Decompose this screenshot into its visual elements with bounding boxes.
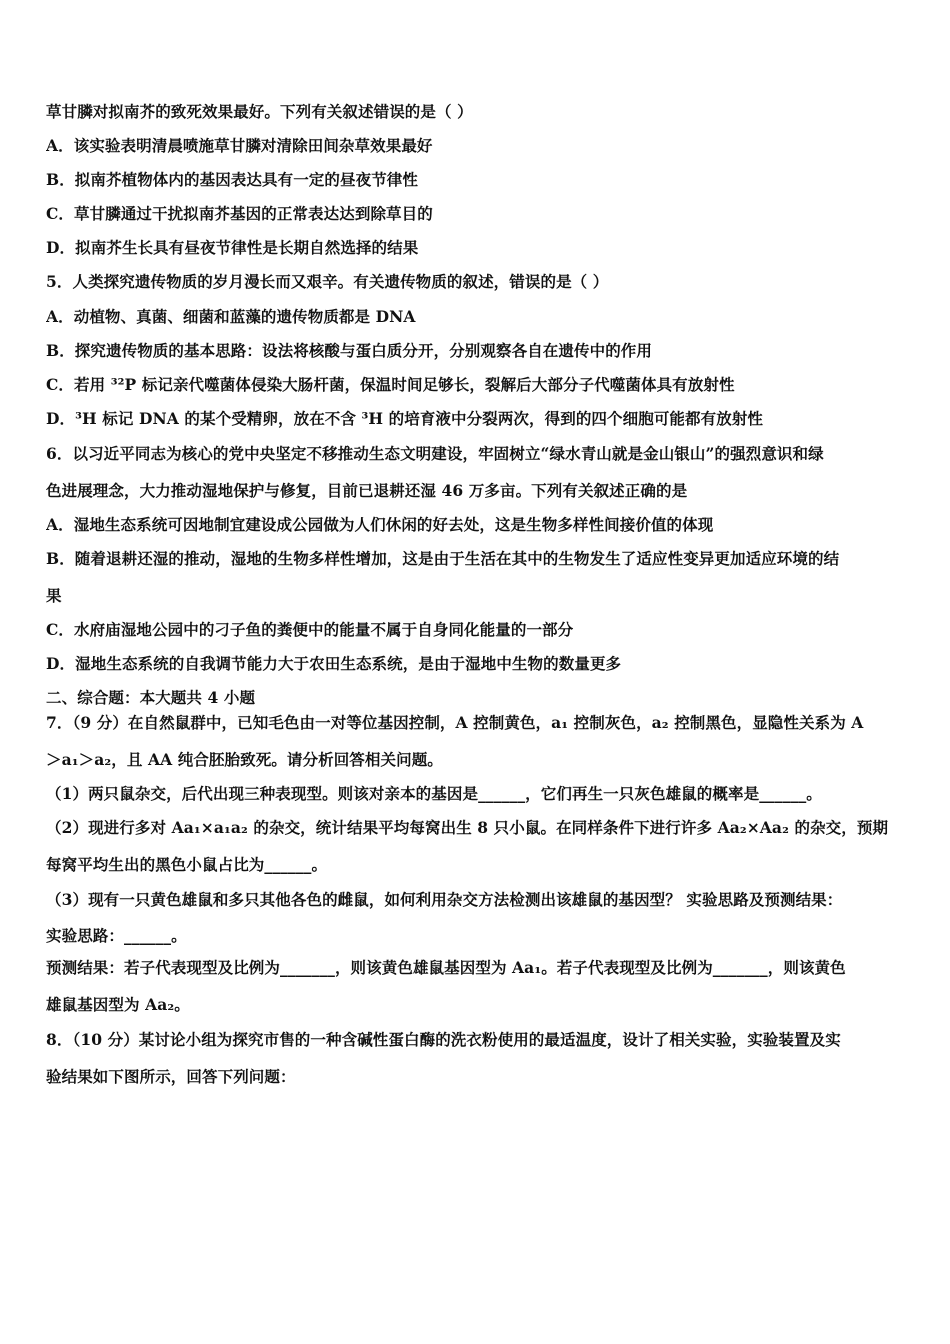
text-line: 色进展理念，大力推动湿地保护与修复，目前已退耕还湿 46 万多亩。下列有关叙述正确的是 [46,481,688,500]
text-line: D．湿地生态系统的自我调节能力大于农田生态系统，是由于湿地中生物的数量更多 [46,654,622,673]
text-line: ＞a₁＞a₂，且 AA 纯合胚胎致死。请分析回答相关问题。 [46,750,443,769]
text-line: 6．以习近平同志为核心的党中央坚定不移推动生态文明建设，牢固树立“绿水青山就是金山银山”的强烈意识和绿 [46,444,824,463]
text-line: C．水府庙湿地公园中的刁子鱼的粪便中的能量不属于自身同化能量的一部分 [46,620,574,639]
text-line: 实验思路：______。 [46,926,187,945]
text-line: B．随着退耕还湿的推动，湿地的生物多样性增加，这是由于生活在其中的生物发生了适应性变异更加适应环境的结 [46,549,840,568]
text-line: （1）两只鼠杂交，后代出现三种表现型。则该对亲本的基因是______，它们再生一只灰色雄鼠的概率是______。 [46,784,822,803]
text-line: 8．（10 分）某讨论小组为探究市售的一种含碱性蛋白酶的洗衣粉使用的最适温度，设计了相关实验，实验装置及实 [46,1030,841,1049]
text-line: D．³H 标记 DNA 的某个受精卵，放在不含 ³H 的培育液中分裂两次，得到的四个细胞可能都有放射性 [46,409,764,428]
text-line: C．若用 ³²P 标记亲代噬菌体侵染大肠杆菌，保温时间足够长，裂解后大部分子代噬菌体具有放射性 [46,375,735,394]
text-line: B．拟南芥植物体内的基因表达具有一定的昼夜节律性 [46,170,419,189]
text-line: 预测结果：若子代表现型及比例为_______，则该黄色雄鼠基因型为 Aa₁。若子代表现型及比例为_______，则该黄色 [46,958,846,977]
text-line: 草甘膦对拟南芥的致死效果最好。下列有关叙述错误的是（ ） [46,102,473,121]
text-line: B．探究遗传物质的基本思路：设法将核酸与蛋白质分开，分别观察各自在遗传中的作用 [46,341,653,360]
text-line: 5．人类探究遗传物质的岁月漫长而又艰辛。有关遗传物质的叙述，错误的是（ ） [46,272,609,291]
section-heading: 二、综合题：本大题共 4 小题 [46,688,256,707]
text-line: 7．（9 分）在自然鼠群中，已知毛色由一对等位基因控制，A 控制黄色，a₁ 控制灰色，a₂ 控制黑色，显隐性关系为 A [46,713,864,732]
text-line: 验结果如下图所示，回答下列问题： [46,1067,296,1086]
text-line: D．拟南芥生长具有昼夜节律性是长期自然选择的结果 [46,238,419,257]
text-line: A．动植物、真菌、细菌和蓝藻的遗传物质都是 DNA [46,307,416,326]
text-line: A．该实验表明清晨喷施草甘膦对清除田间杂草效果最好 [46,136,433,155]
text-line: （3）现有一只黄色雄鼠和多只其他各色的雌鼠，如何利用杂交方法检测出该雄鼠的基因型？ 实验思路及预测结果： [46,890,843,909]
text-line: 果 [46,586,62,605]
text-line: A．湿地生态系统可因地制宜建设成公园做为人们休闲的好去处，这是生物多样性间接价值的体现 [46,515,714,534]
text-line: C．草甘膦通过干扰拟南芥基因的正常表达达到除草目的 [46,204,433,223]
text-line: 雄鼠基因型为 Aa₂。 [46,995,190,1014]
text-line: 每窝平均生出的黑色小鼠占比为______。 [46,855,328,874]
text-line: （2）现进行多对 Aa₁×a₁a₂ 的杂交，统计结果平均每窝出生 8 只小鼠。在同样条件下进行许多 Aa₂×Aa₂ 的杂交，预期 [46,818,889,837]
